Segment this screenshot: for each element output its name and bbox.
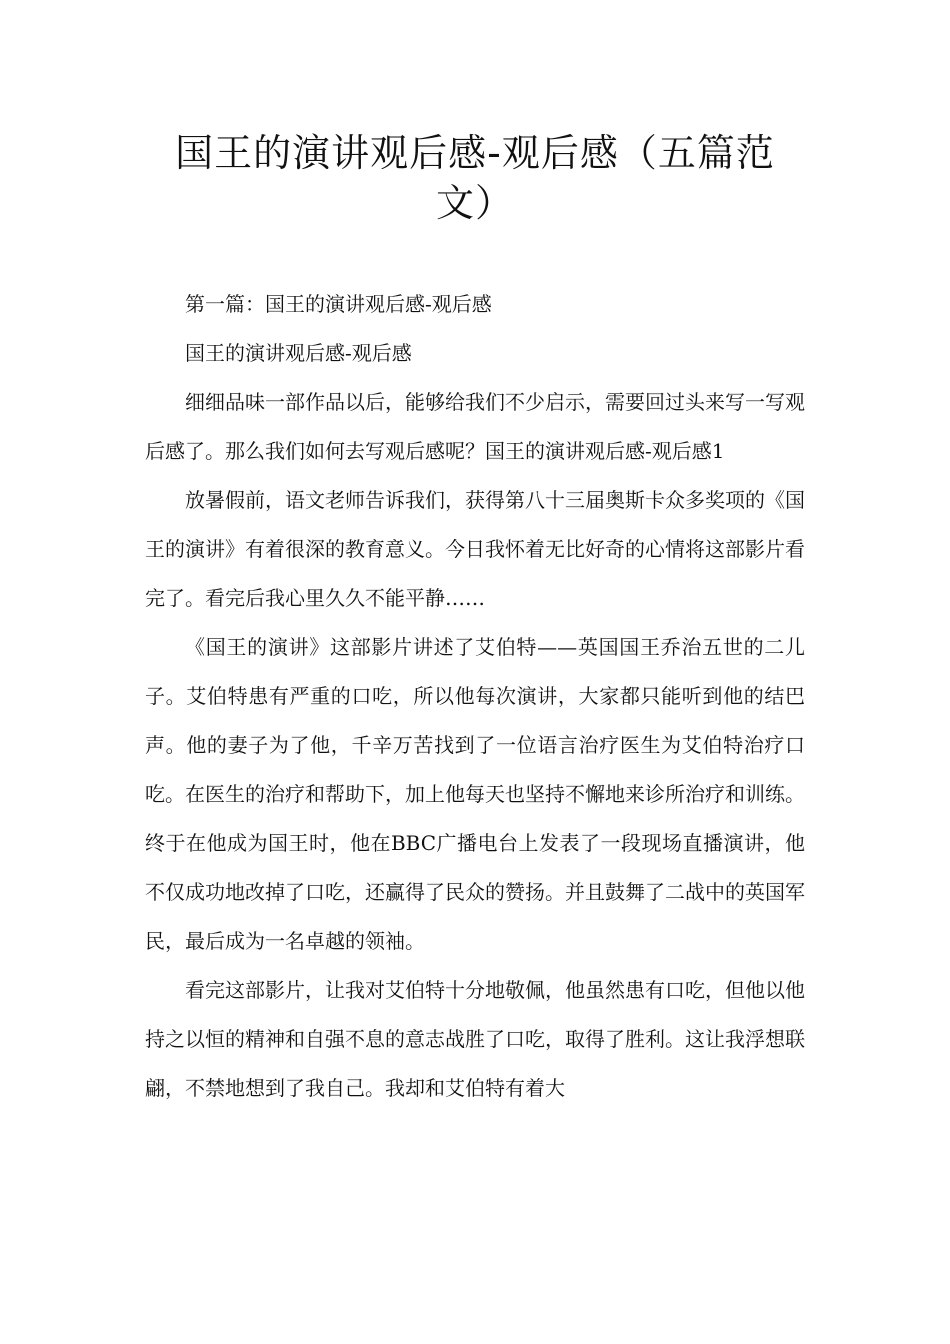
- paragraph: 《国王的演讲》这部影片讲述了艾伯特——英国国王乔治五世的二儿子。艾伯特患有严重的口吃，所以他每次演讲，大家都只能听到他的结巴声。他的妻子为了他，千辛万苦找到了一位语言治疗医生为艾伯特治疗口吃。在医生的治疗和帮助下，加上他每天也坚持不懈地来诊所治疗和训练。终于在他成为国王时，他在BBC广播电台上发表了一段现场直播演讲，他不仅成功地改掉了口吃，还赢得了民众的赞扬。并且鼓舞了二战中的英国军民，最后成为一名卓越的领袖。: [145, 635, 805, 953]
- subheading: 国王的演讲观后感-观后感: [185, 341, 412, 365]
- document-body: [145, 280, 805, 1113]
- document-title: 国王的演讲观后感-观后感（五篇范文）: [175, 131, 775, 225]
- paragraph-intro: 细细品味一部作品以后，能够给我们不少启示，需要回过头来写一写观后感了。那么我们如何去写观后感呢？国王的演讲观后感-观后感1: [145, 390, 805, 463]
- paragraph: 看完这部影片，让我对艾伯特十分地敬佩，他虽然患有口吃，但他以他持之以恒的精神和自强不息的意志战胜了口吃，取得了胜利。这让我浮想联翩，不禁地想到了我自己。我却和艾伯特有着大: [145, 978, 805, 1100]
- paragraph: 放暑假前，语文老师告诉我们，获得第八十三届奥斯卡众多奖项的《国王的演讲》有着很深的教育意义。今日我怀着无比好奇的心情将这部影片看完了。看完后我心里久久不能平静……: [145, 488, 805, 610]
- section-heading: 第一篇：国王的演讲观后感-观后感: [185, 292, 492, 316]
